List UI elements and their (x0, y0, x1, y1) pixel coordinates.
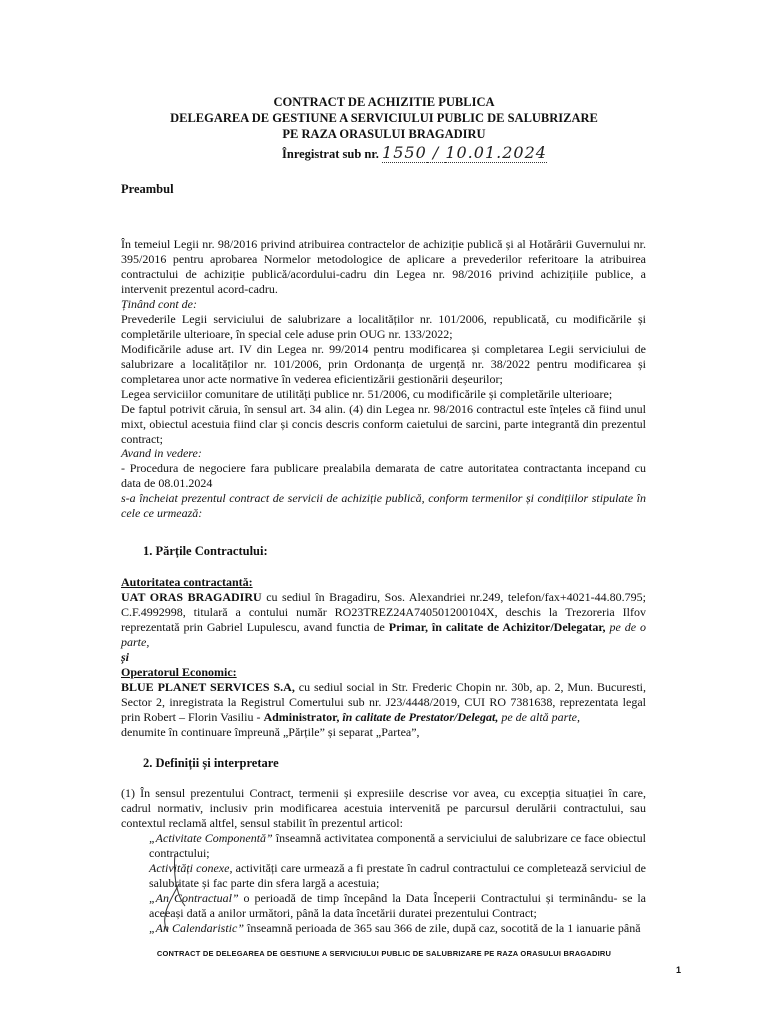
definition-4-text: înseamnă perioada de 365 sau 366 de zile, după caz, socotită de la 1 ianuarie până (244, 921, 641, 935)
and-conjunction: și (121, 650, 130, 664)
doc-title-line3: PE RAZA ORASULUI BRAGADIRU (282, 127, 486, 141)
registration-number: 1550 (382, 143, 427, 162)
authority-details: cu sediul în Bragadiru, Sos. Alexandriei nr.249, telefon/fax+4021-44.80.795; C.F.4992998, titulară a contului număr RO23TREZ24A740501200104X, deschis la Trezoreria Ilfov reprezentată prin Gabriel Lupulescu, avand functia de (121, 590, 646, 634)
handwritten-margin-mark (115, 846, 195, 936)
definition-4-term: „An Calendaristic” (149, 921, 245, 935)
procedure-text: - Procedura de negociere fara publicare prealabila demarata de catre autoritatea contractanta incepand cu data de 08.01.2024 (121, 461, 646, 490)
operator-tail: pe de altă parte, (498, 710, 580, 724)
parties-designation: denumite în continuare împreună „Părțile” și separat „Partea”, (121, 725, 420, 739)
registration-label: Înregistrat sub nr. (282, 147, 379, 161)
definition-4 (121, 921, 646, 936)
preamble-paragraph: În temeiul Legii nr. 98/2016 privind atribuirea contractelor de achiziție publică și al Hotărârii Guvernului nr. 395/2016 pentru aprobarea Normelor metodologice de aplicare a prevederilor referitoare la atribuirea contractului de achiziție publică/acordului-cadru din Legea nr. 98/2016 privind achizițiile publice, a intervenit prezentul acord-cadru. (121, 237, 646, 296)
definition-1-term: „Activitate Componentă” (149, 831, 273, 845)
doc-title-line1: CONTRACT DE ACHIZITIE PUBLICA (273, 95, 495, 109)
considering-item-1: Prevederile Legii serviciului de salubrizare a localităților nr. 101/2006, republicată, cu modificările și completările ulterioare, în special cele aduse prin OUG nr. 133/2022; (121, 312, 646, 341)
operator-label: Operatorul Economic: (121, 665, 237, 679)
parties-block (121, 575, 646, 740)
preamble-body (121, 237, 646, 447)
page-footer: CONTRACT DE DELEGAREA DE GESTIUNE A SERVICIULUI PUBLIC DE SALUBRIZARE PE RAZA ORASULUI BRAGADIRU (156, 949, 612, 958)
definition-3-term: „An Contractual” (149, 891, 239, 905)
definition-2-term: Activități conexe, (149, 861, 233, 875)
considering-item-4: De faptul potrivit căruia, în sensul art. 34 alin. (4) din Legea nr. 98/2016 contractul este înțeles că fiind unul mixt, obiectul acestuia fiind clar și concis descris conform caietului de sarcini, parte integrantă din prezentul contract; (121, 402, 646, 446)
registration-separator: / (426, 143, 446, 162)
definitions-block (121, 786, 646, 936)
operator-role-2: în calitate de Prestator/Delegat, (339, 710, 499, 724)
authority-role: Primar, în calitate de Achizitor/Delegatar, (388, 620, 606, 634)
conclusion-text: s-a încheiat prezentul contract de servicii de achiziție publică, conform termenilor și condițiilor stipulate în cele ce urmează: (121, 491, 646, 520)
definition-1-text: înseamnă activitatea componentă a serviciului de salubrizare ce face obiectul contractului; (149, 831, 646, 860)
whereas-block (121, 446, 646, 521)
registration-date: 10.01.2024 (445, 143, 547, 162)
operator-details: cu sediul social in Str. Frederic Chopin nr. 30b, ap. 2, Mun. Bucuresti, Sector 2, inregistrata la Registrul Comertului sub nr. J23/4448/2019, CUI RO 7381638, reprezentata legal prin Robert – Florin Vasiliu - (121, 680, 647, 724)
definition-3 (121, 891, 646, 921)
definitions-intro: (1) În sensul prezentului Contract, termenii și expresiile descrise vor avea, cu excepția situației în care, cadrul normativ, inclusiv prin modificarea acestuia intervenită pe parcursul derulării contractului, sau contextul reclamă altfel, sensul stabilit în prezentul articol: (121, 786, 646, 830)
section-2-heading: 2. Definiții și interpretare (143, 756, 279, 770)
considering-item-3: Legea serviciilor comunitare de utilități publice nr. 51/2006, cu modificările și completările ulterioare; (121, 387, 613, 401)
definition-2 (121, 861, 646, 891)
doc-title-line2: DELEGAREA DE GESTIUNE A SERVICIULUI PUBLIC DE SALUBRIZARE (170, 111, 598, 125)
registration-line (282, 143, 547, 162)
definition-2-text: activități care urmează a fi prestate în cadrul contractului ce completează serviciul de salubritate și fac parte din sfera largă a acestuia; (149, 861, 646, 890)
operator-paragraph (121, 680, 646, 725)
whereas-label: Avand in vedere: (121, 446, 202, 460)
considering-item-2: Modificările aduse art. IV din Legea nr. 99/2014 pentru modificarea și completarea Legii serviciului de salubrizare a localităților nr. 101/2006, prin Ordonanța de urgență nr. 38/2022 pentru modificarea și completarea unor acte normative în vederea eficientizării gestionării deșeurilor; (121, 342, 646, 386)
definition-3-text: o perioadă de timp începând la Data Începerii Contractului și terminându- se la aceeași dată a anilor următori, până la data încetării duratei prezentului Contract; (149, 891, 646, 920)
authority-paragraph (121, 590, 646, 650)
authority-name: UAT ORAS BRAGADIRU (121, 590, 262, 604)
authority-tail: pe de o parte, (121, 620, 646, 649)
authority-label: Autoritatea contractantă: (121, 575, 253, 589)
operator-name: BLUE PLANET SERVICES S.A, (121, 680, 295, 694)
preamble-heading: Preambul (121, 182, 174, 196)
section-1-heading: 1. Părțile Contractului: (143, 544, 268, 558)
page-number: 1 (676, 965, 682, 975)
operator-role: Administrator, (263, 710, 340, 724)
definition-1 (121, 831, 646, 861)
considering-label: Ținând cont de: (121, 297, 197, 311)
